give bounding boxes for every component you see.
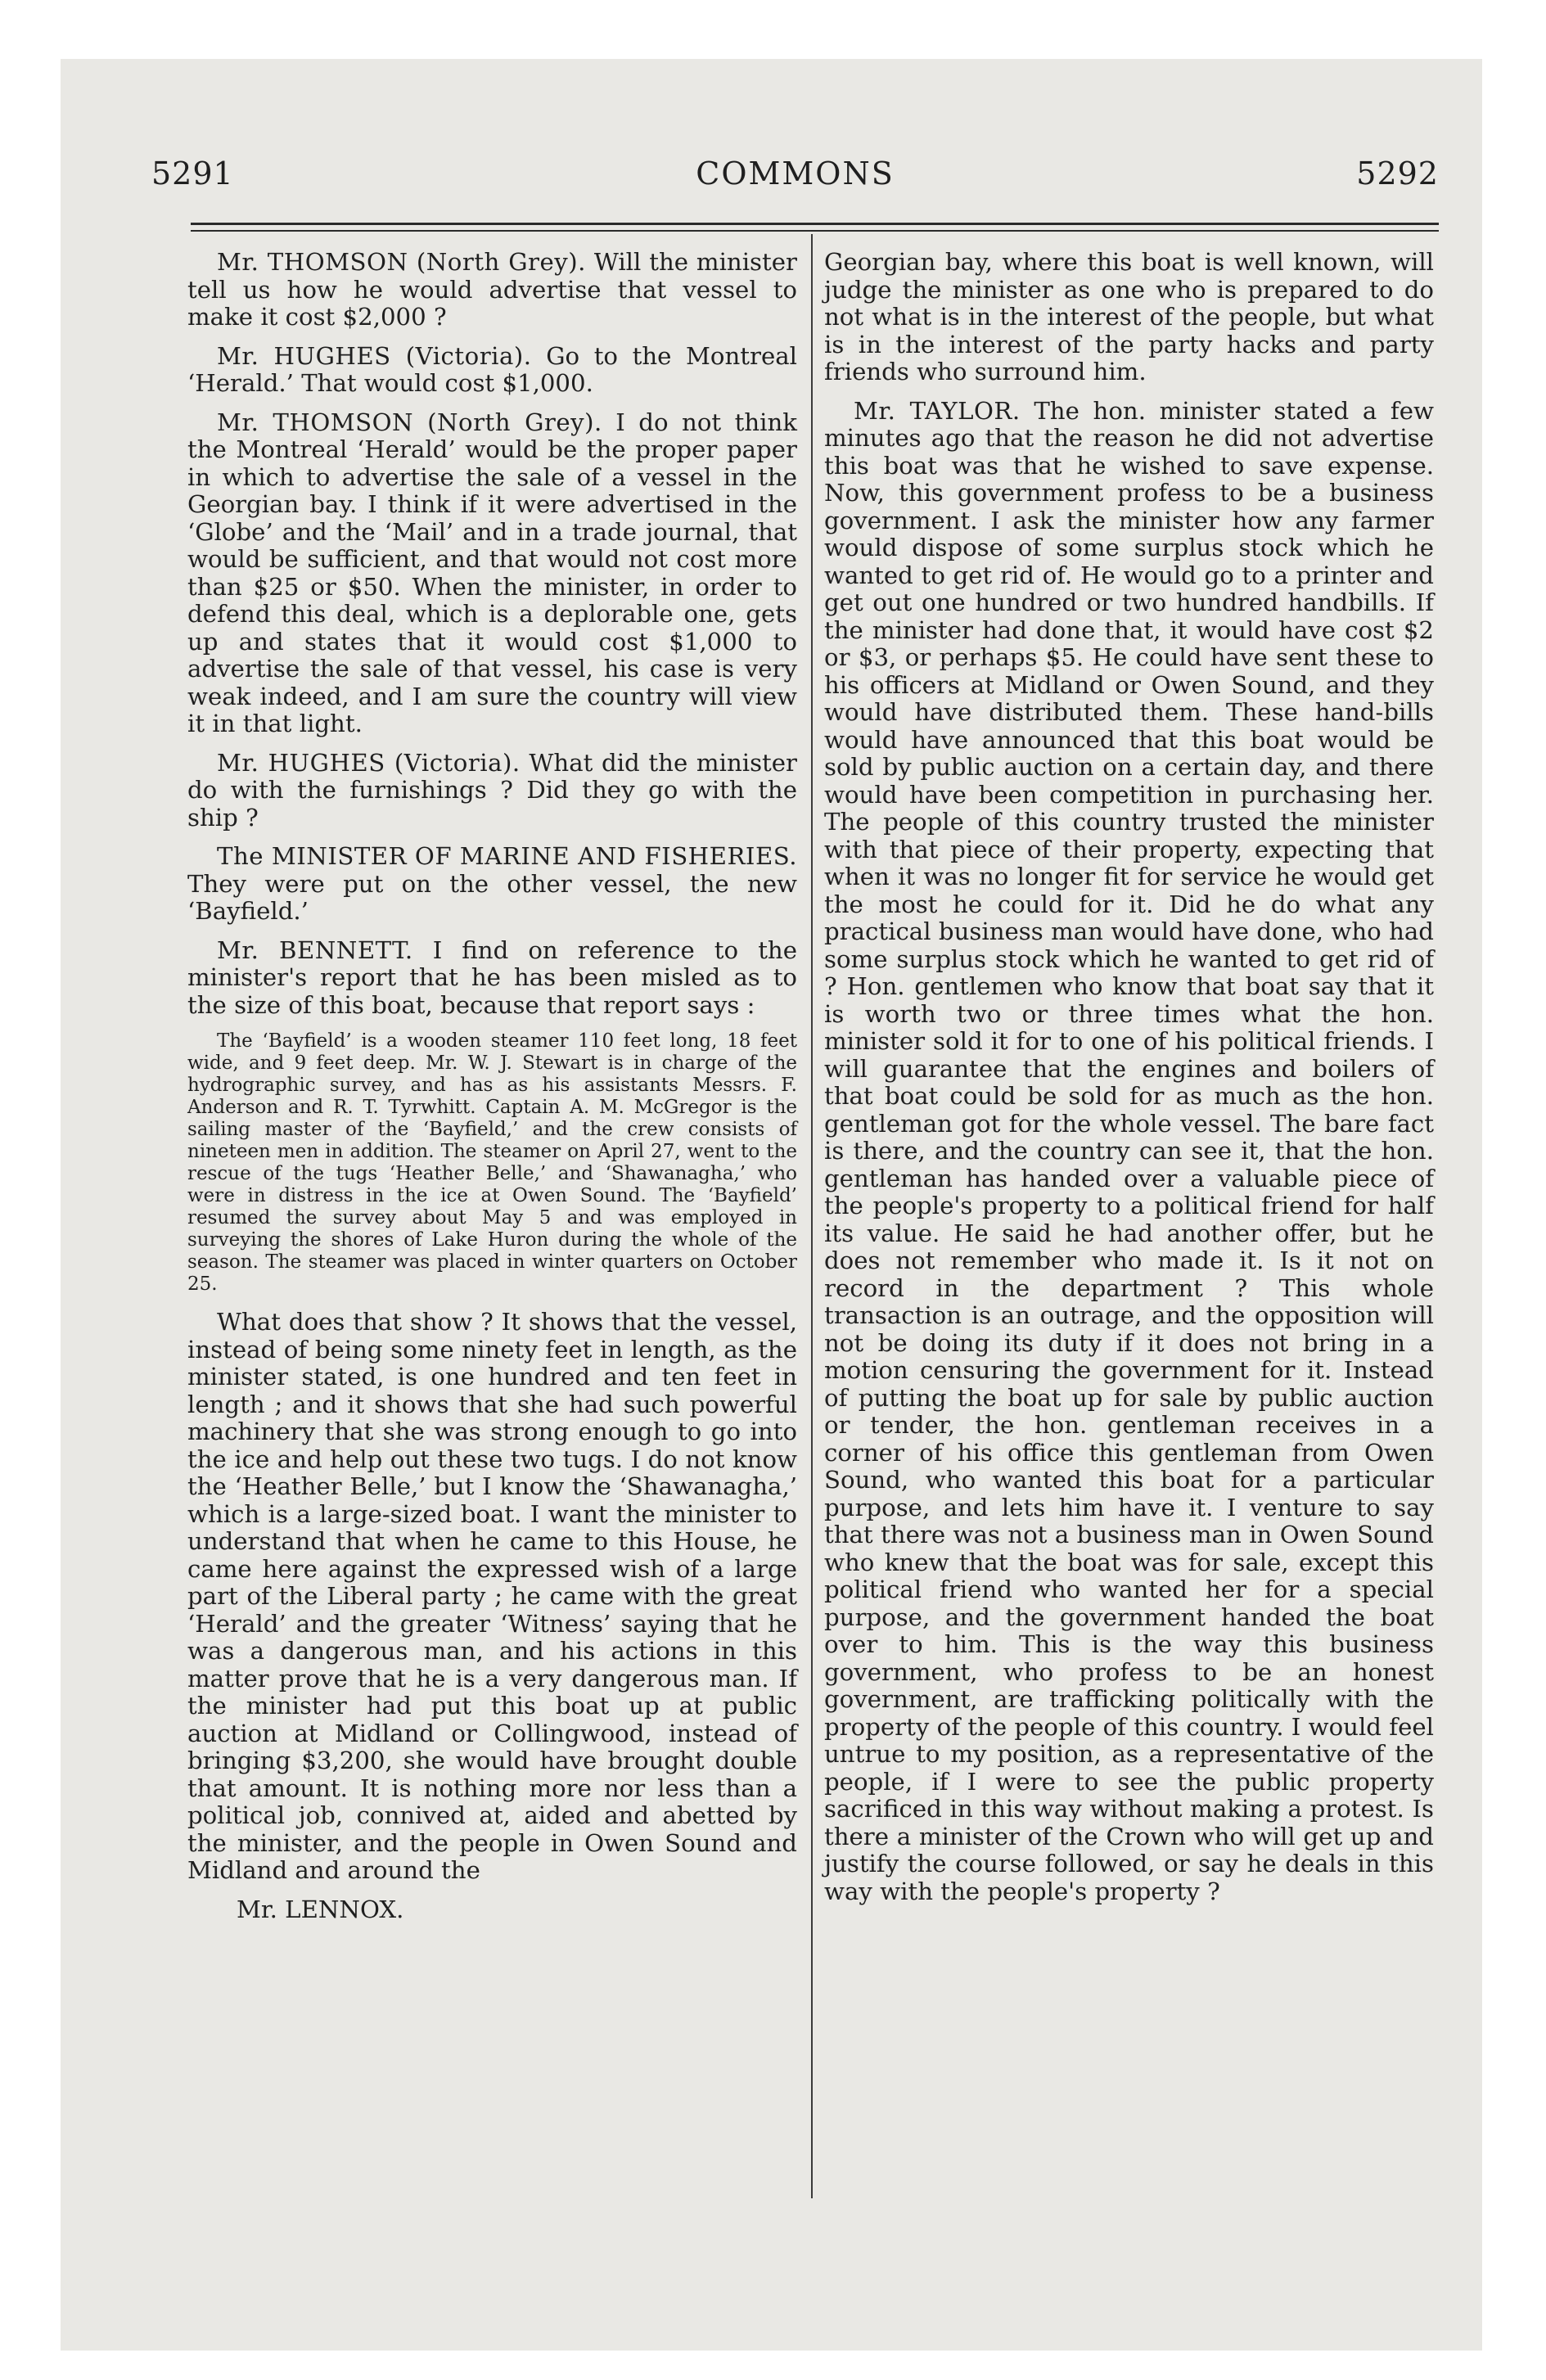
speaker-name: Mr. THOMSON (North Grey). — [217, 408, 602, 436]
speaker-name: The MINISTER OF MARINE AND FISHERIES. — [217, 842, 797, 870]
column-divider — [811, 234, 813, 2198]
header-rule — [191, 223, 1439, 225]
page-header — [151, 152, 1439, 201]
hansard-page — [151, 152, 1439, 2247]
speech-text: I find on reference to the minister's report that he has been misled as to the size of this boat, because that report says : — [187, 935, 797, 1019]
speech-text: Will the minister tell us how he would advertise that vessel to make it cost $2,000 ? — [187, 248, 797, 331]
paragraph — [187, 750, 797, 832]
speech-text: They were put on the other vessel, the new ‘Bayfield.’ — [187, 869, 797, 925]
footer-speaker: Mr. LENNOX. — [237, 1895, 404, 1923]
paragraph — [824, 398, 1434, 1906]
speaker-name: Mr. HUGHES (Victoria). — [217, 748, 521, 777]
right-page-number: 5292 — [1356, 156, 1439, 192]
header-rule-secondary — [191, 230, 1439, 232]
running-title: COMMONS — [696, 156, 895, 192]
paragraph — [187, 343, 797, 398]
speech-text: I do not think the Montreal ‘Herald’ would be the proper paper in which to advertise the sale of a vessel in the Georgian bay. I think if it were advertised in the ‘Globe’ and the ‘Mail’ and in a trade journal, that would be sufficient, and that would not cost more than $25 or $50. When the minister, in order to defend this deal, which is a deplorable one, gets up and states that it would cost $1,000 to advertise the sale of that vessel, his case is very weak indeed, and I am sure the country will view it in that light. — [187, 408, 797, 737]
paragraph — [187, 409, 797, 738]
report-quotation: The ‘Bayfield’ is a wooden steamer 110 feet long, 18 feet wide, and 9 feet deep. Mr. W. J. Stewart is in charge of the hydrographic survey, and has as his assistants Messrs. F. Anderson and R. T. Tyrwhitt. Captain A. M. McGregor is the sailing master of the ‘Bayfield,’ and the crew consists of nineteen men in addition. The steamer on April 27, went to the rescue of the tugs ‘Heather Belle,’ and ‘Shawanagha,’ who were in distress in the ice at Owen Sound. The ‘Bayfield’ resumed the survey about May 5 and was employed in surveying the shores of Lake Huron during the whole of the season. The steamer was placed in winter quarters on October 25. — [187, 1030, 797, 1295]
paragraph-continued: Georgian bay, where this boat is well known, will judge the minister as one who is prepared to do not what is in the interest of the people, but what is in the interest of the party hacks and party friends who surround him. — [824, 248, 1434, 385]
speech-text: Go to the Montreal ‘Herald.’ That would cost $1,000. — [187, 341, 797, 397]
speech-text: The hon. minister stated a few minutes ago that the reason he did not advertise this boat was that he wished to save expense. Now, this government profess to be a business government. I ask the minister how any farmer would dispose of some surplus stock which he wanted to get rid of. He would go to a printer and get out one hundred or two hundred handbills. If the minister had done that, it would have cost $2 or $3, or perhaps $5. He could have sent these to his officers at Midland or Owen Sound, and they would have distributed them. These hand-bills would have announced that this boat would be sold by public auction on a certain day, and there would have been competition in purchasing her. The people of this country trusted the minister with that piece of their property, expecting that when it was no longer fit for service he would get the most he could for it. Did he do what any practical business man would have done, who had some surplus stock which he wanted to get rid of ? Hon. gentlemen who know that boat say that it is worth two or three times what the hon. minister sold it for to one of his political friends. I will guarantee that the engines and boilers of that boat could be sold for as much as the hon. gentleman got for the whole vessel. The bare fact is there, and the country can see it, that the hon. gentleman has handed over a valuable piece of the people's property to a political friend for half its value. He said he had another offer, but he does not remember who made it. Is it not on record in the department ? This whole transaction is an outrage, and the opposition will not be doing its duty if it does not bring in a motion censuring the government for it. Instead of putting the boat up for sale by public auction or tender, the hon. gentleman receives in a corner of his office this gentleman from Owen Sound, who wanted this boat for a particular purpose, and lets him have it. I venture to say that there was not a business man in Owen Sound who knew that the boat was for sale, except this political friend who wanted her for a special purpose, and the government handed the boat over to him. This is the way this business government, who profess to be an honest government, are trafficking politically with the property of the people of this country. I would feel untrue to my position, as a representative of the people, if I were to see the public property sacrificed in this way without making a protest. Is there a minister of the Crown who will get up and justify the course followed, or say he deals in this way with the people's property ? — [824, 396, 1434, 1905]
left-page-number: 5291 — [151, 156, 234, 192]
paragraph — [187, 937, 797, 1020]
speaker-name: Mr. HUGHES (Victoria). — [217, 341, 532, 370]
speaker-name: Mr. BENNETT. — [217, 935, 413, 964]
speech-text: What did the minister do with the furnishings ? Did they go with the ship ? — [187, 748, 798, 832]
speaker-name: Mr. TAYLOR. — [854, 396, 1021, 425]
right-column — [824, 249, 1434, 1917]
paragraph — [187, 249, 797, 331]
left-column — [187, 249, 797, 1935]
paragraph: What does that show ? It shows that the vessel, instead of being some ninety feet in length, as the minister stated, is one hundred and ten feet in length ; and it shows that she had such powerful machinery that she was strong enough to go into the ice and help out these two tugs. I do not know the ‘Heather Belle,’ but I know the ‘Shawanagha,’ which is a large-sized boat. I want the minister to understand that when he came to this House, he came here against the expressed wish of a large part of the Liberal party ; he came with the great ‘Herald’ and the greater ‘Witness’ saying that he was a dangerous man, and his actions in this matter prove that he is a very dangerous man. If the minister had put this boat up at public auction at Midland or Collingwood, instead of bringing $3,200, she would have brought double that amount. It is nothing more nor less than a political job, connived at, aided and abetted by the minister, and the people in Owen Sound and Midland and around the — [187, 1308, 797, 1884]
speaker-name: Mr. THOMSON (North Grey). — [217, 248, 586, 276]
paragraph — [187, 843, 797, 926]
